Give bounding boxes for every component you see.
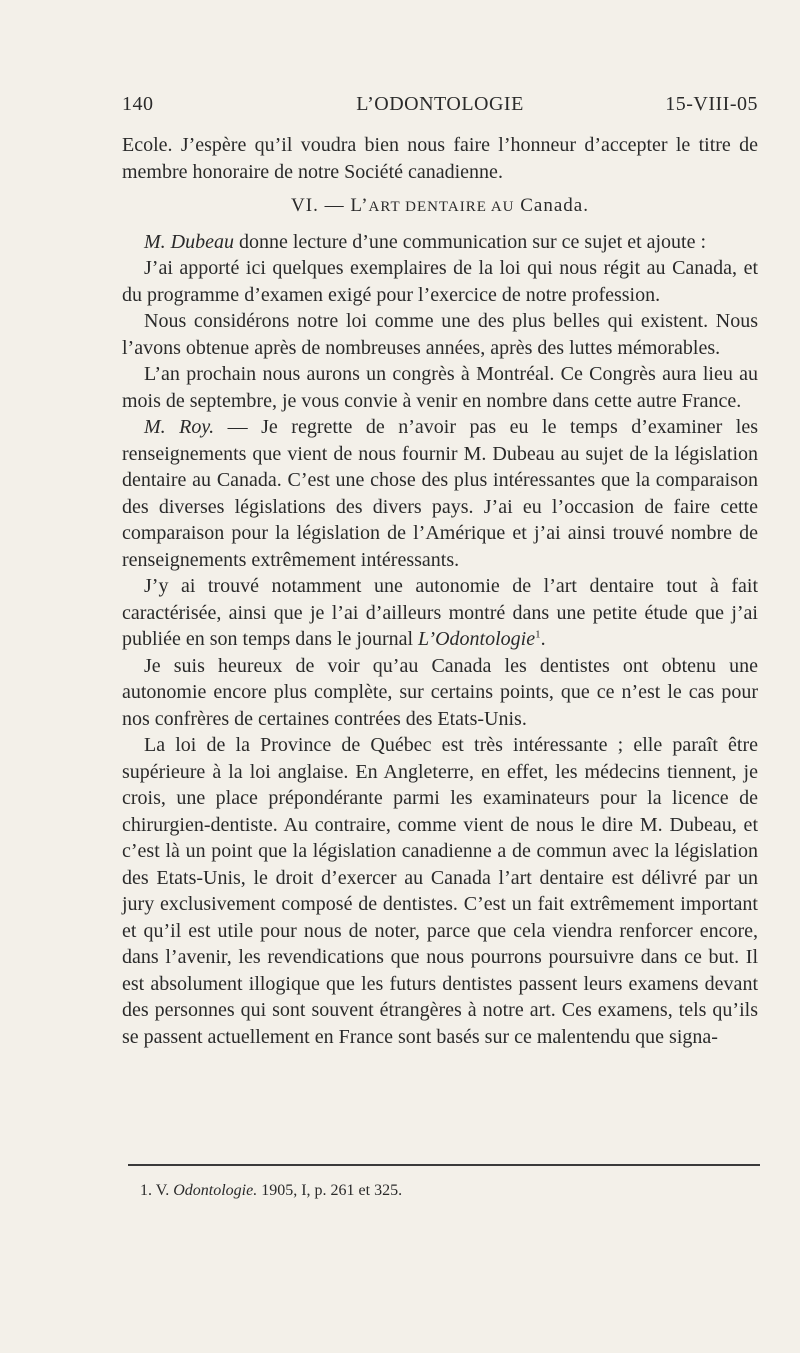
body-text — [122, 132, 758, 1050]
roy-paragraph-1-text: — Je regrette de n’avoir pas eu le temps d’examiner les renseignements que vient de nous fournir M. Dubeau au sujet de la législation dentaire au Canada. C’est une chose des plus intéressantes que la comparaison des diverses législations des divers pays. J’ai eu l’occasion de faire cette comparaison pour la législation de l’Amérique et j’ai ainsi trouvé nombre de renseignements extrêmement intéressants. — [122, 416, 758, 571]
dubeau-paragraph-3: L’an prochain nous aurons un congrès à Montréal. Ce Congrès aura lieu au mois de septembre, je vous convie à venir en nombre dans cette autre France. — [122, 363, 758, 412]
dubeau-intro-text: donne lecture d’une communication sur ce sujet et ajoute : — [233, 230, 707, 253]
footnote-text-before: V. — [152, 1182, 174, 1199]
journal-title: L’Odontologie — [418, 628, 536, 650]
roy-paragraph-1 — [122, 414, 758, 573]
section-title-end: Canada. — [520, 195, 589, 216]
speaker-dubeau: M. Dubeau — [144, 230, 234, 253]
dubeau-paragraph-2: Nous considérons notre loi comme une des plus belles qui existent. Nous l’avons obtenue après de nombreuses années, après des luttes mémorables. — [122, 310, 758, 359]
footnote-marker: 1. — [140, 1182, 152, 1199]
section-number: VI. — — [291, 195, 345, 216]
roy-paragraph-2-end: . — [540, 628, 546, 650]
speaker-roy: M. Roy. — [144, 416, 215, 438]
dubeau-intro — [122, 229, 758, 256]
footnote-rule — [128, 1164, 760, 1166]
issue-date: 15-VIII-05 — [665, 93, 758, 115]
section-title-rest: ART DENTAIRE AU — [368, 199, 515, 215]
roy-paragraph-3: Je suis heureux de voir qu’au Canada les dentistes ont obtenu une autonomie encore plus complète, sur certains points, que ce n’est le cas pour nos confrères de certaines contrées des Etats-Unis. — [122, 654, 758, 730]
roy-paragraph-2 — [122, 573, 758, 653]
footnote-reference: 1 — [535, 628, 541, 641]
footnote-text-after: 1905, I, p. 261 et 325. — [257, 1182, 403, 1199]
dubeau-paragraph-1: J’ai apporté ici quelques exemplaires de la loi qui nous régit au Canada, et du programme d’examen exigé pour l’exercice de notre profession. — [122, 257, 758, 306]
page-number: 140 — [122, 93, 154, 115]
roy-paragraph-2-text: J’y ai trouvé notamment une autonomie de l’art dentaire tout à fait caractérisée, ainsi que je l’ai d’ailleurs montré dans une petite étude que j’ai publiée en son temps dans le journal — [122, 575, 758, 650]
section-title-lead: L’ — [350, 195, 369, 216]
roy-paragraph-4: La loi de la Province de Québec est très intéressante ; elle paraît être supérieure à la loi anglaise. En Angleterre, en effet, les médecins tiennent, je crois, une place prépondérante parmi les examinateurs pour la licence de chirurgien-dentiste. Au contraire, comme vient de nous le dire M. Dubeau, et c’est là un point que la législation canadienne a de commun avec la législation des Etats-Unis, le droit d’exercer au Canada l’art dentaire est délivré par un jury exclusivement composé de dentistes. C’est un fait extrêmement important et qu’il est utile pour nous de noter, parce que cela viendra renforcer encore, dans l’avenir, les revendications que nous pourrons poursuivre dans ce but. Il est absolument illogique que les futurs dentistes passent leurs examens devant des personnes qui sont souvent étrangères à notre art. Ces examens, tels qu’ils se passent actuellement en France sont basés sur ce malentendu que signa- — [122, 734, 758, 1048]
footnote-journal: Odontologie. — [173, 1182, 258, 1199]
footnote — [140, 1180, 760, 1202]
running-title: L’ODONTOLOGIE — [356, 93, 524, 115]
section-heading — [122, 193, 758, 221]
running-header — [122, 93, 758, 121]
paragraph-continuation: Ecole. J’espère qu’il voudra bien nous faire l’honneur d’accepter le titre de membre honoraire de notre Société canadienne. — [122, 134, 758, 183]
